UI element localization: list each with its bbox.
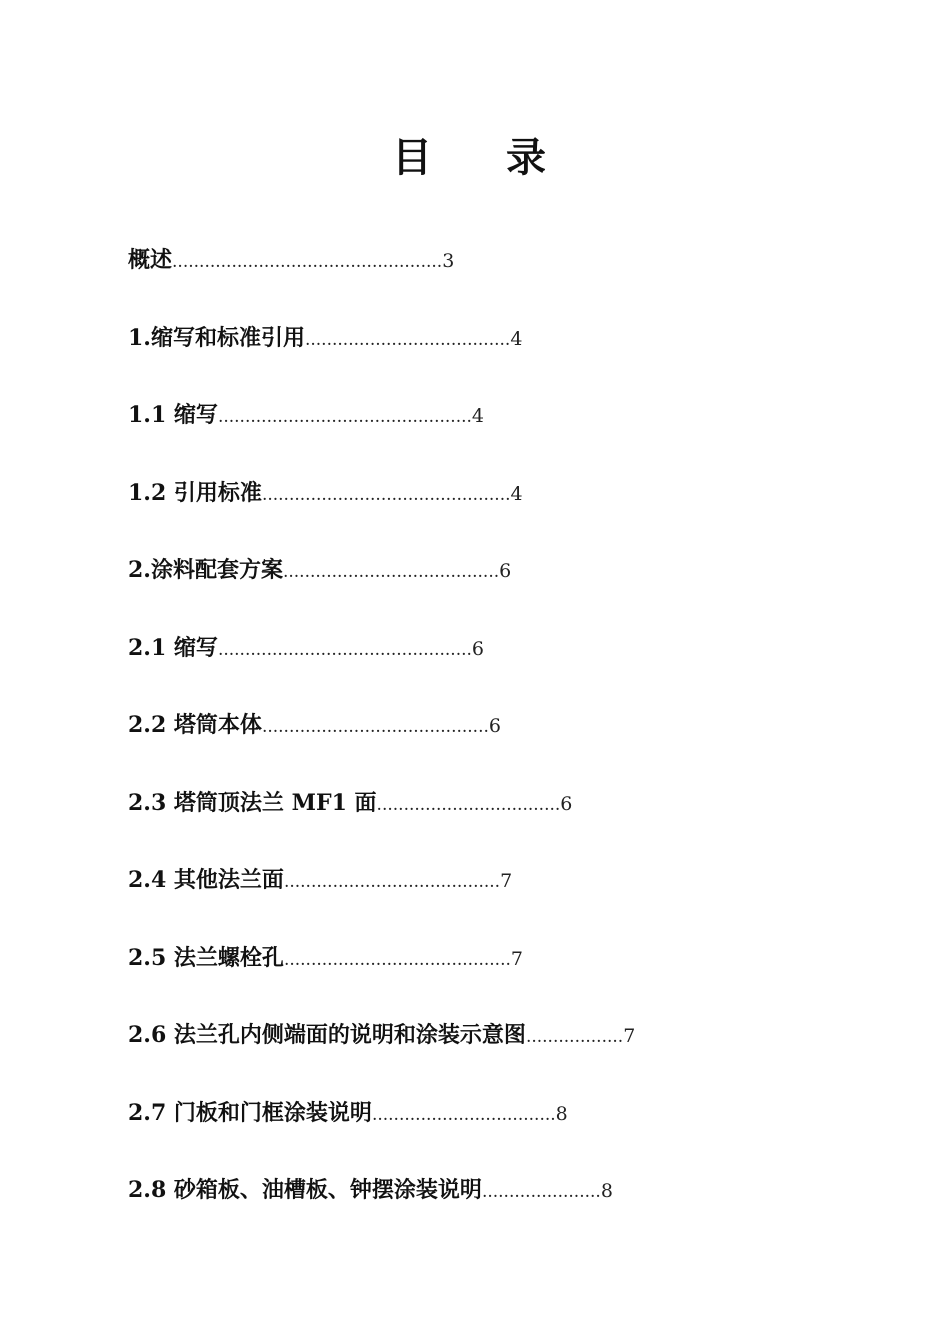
toc-leader-dots: ............................................... — [217, 639, 472, 660]
toc-leader-dots: .......................................... — [261, 717, 489, 737]
toc-entry-label: 2.6 法兰孔内侧端面的说明和涂装示意图 — [128, 1022, 526, 1048]
toc-entry-label: 2.1 缩写 — [128, 634, 218, 661]
toc-entry-1-1[interactable] — [128, 395, 635, 473]
toc-entry-2-3[interactable] — [128, 783, 635, 861]
toc-entry-label: 概述 — [128, 247, 173, 273]
toc-entry-2-5[interactable] — [128, 938, 635, 1016]
toc-page-number: 6 — [560, 792, 573, 815]
toc-entry-2[interactable] — [128, 550, 635, 628]
toc-page-number: 7 — [500, 870, 513, 892]
toc-page-number: 7 — [623, 1025, 636, 1047]
toc-entry-overview[interactable] — [128, 240, 635, 318]
toc-entry-label: 1.1 缩写 — [128, 402, 218, 428]
toc-entry-1[interactable] — [128, 318, 635, 396]
toc-entry-2-2[interactable] — [128, 705, 635, 783]
toc-leader-dots: .................................. — [371, 1104, 556, 1125]
table-of-contents — [128, 240, 635, 1248]
toc-page-number: 6 — [499, 560, 512, 582]
toc-leader-dots: ...................................... — [304, 329, 511, 350]
toc-leader-dots: .................................................. — [172, 252, 443, 272]
toc-leader-dots: .................................. — [376, 794, 561, 815]
toc-entry-label: 2.涂料配套方案 — [128, 557, 283, 583]
toc-entry-1-2[interactable] — [128, 473, 635, 551]
toc-entry-2-7[interactable] — [128, 1093, 635, 1171]
toc-leader-dots: .............................................. — [261, 484, 511, 505]
toc-entry-label: 1.缩写和标准引用 — [128, 324, 305, 351]
toc-entry-label: 1.2 引用标准 — [128, 479, 262, 506]
toc-entry-label: 2.5 法兰螺栓孔 — [128, 944, 284, 971]
toc-entry-label: 2.3 塔筒顶法兰 MF1 面 — [128, 789, 377, 816]
toc-entry-label: 2.4 其他法兰面 — [128, 867, 284, 893]
toc-page-number: 8 — [600, 1180, 613, 1202]
toc-leader-dots: ........................................ — [282, 562, 500, 582]
toc-entry-2-4[interactable] — [128, 860, 635, 938]
toc-entry-2-8[interactable] — [128, 1170, 635, 1248]
toc-leader-dots: ...................... — [481, 1182, 601, 1202]
toc-leader-dots: .................. — [525, 1027, 624, 1047]
toc-leader-dots: ............................................... — [217, 407, 472, 427]
toc-page-number: 4 — [510, 482, 523, 505]
toc-page-number: 8 — [555, 1102, 568, 1125]
toc-page-number: 7 — [510, 947, 523, 970]
toc-entry-label: 2.8 砂箱板、油槽板、钟摆涂装说明 — [128, 1177, 482, 1203]
toc-entry-label: 2.2 塔筒本体 — [128, 712, 262, 738]
toc-page-number: 6 — [488, 715, 501, 737]
toc-page-number: 4 — [510, 327, 523, 350]
toc-entry-2-6[interactable] — [128, 1015, 635, 1093]
toc-page-number: 4 — [471, 405, 485, 427]
toc-leader-dots: .......................................... — [283, 949, 511, 970]
toc-page-number: 6 — [471, 637, 485, 660]
toc-leader-dots: ........................................ — [283, 872, 501, 892]
toc-page-number: 3 — [442, 250, 455, 272]
toc-entry-label: 2.7 门板和门框涂装说明 — [128, 1099, 372, 1126]
page-title: 目 录 — [392, 134, 576, 181]
toc-entry-2-1[interactable] — [128, 628, 635, 706]
